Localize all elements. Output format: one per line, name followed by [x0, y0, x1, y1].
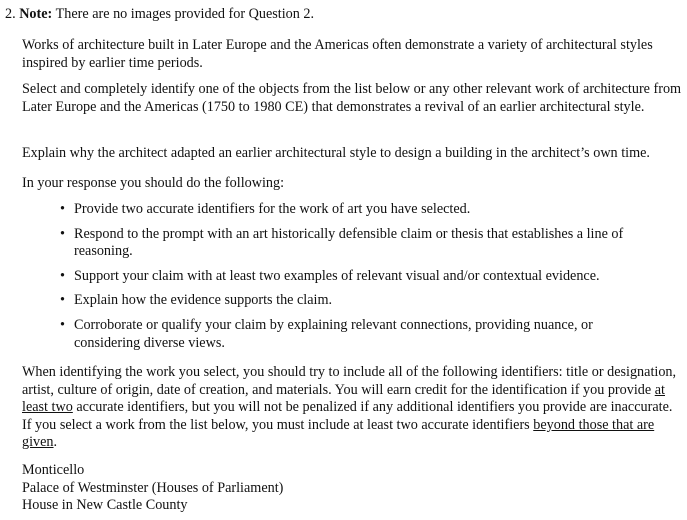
list-item-text: Explain how the evidence supports the claim.: [74, 292, 333, 309]
explain-paragraph: Explain why the architect adapted an earlier architectural style to design a building in the architect’s own time.: [22, 145, 650, 161]
list-item: [60, 292, 660, 310]
requirements-list: [60, 201, 660, 352]
bullet-icon: •: [60, 316, 65, 333]
identifiers-text-3: .: [53, 434, 58, 451]
list-item-text: Support your claim with at least two examples of relevant visual and/or contextual evidence.: [74, 267, 600, 284]
identifiers-text-2: accurate identifiers, but you will not be penalized if any additional identifiers you provide are inaccurate. If you select a work from the list below, you must include at least two accurate identifiers: [22, 399, 673, 433]
list-item: [60, 268, 660, 286]
instructions-paragraph: In your response you should do the following:: [22, 175, 285, 191]
work-item: House in New Castle County: [22, 497, 188, 514]
list-item: [60, 201, 660, 219]
intro-paragraph: Works of architecture built in Later Europe and the Americas often demonstrate a variety of architectural styles inspired by earlier time periods.: [22, 37, 653, 71]
works-list: [22, 462, 682, 515]
question-header: [5, 6, 314, 24]
list-item-text: Respond to the prompt with an art historically defensible claim or thesis that establishes a line of reasoning.: [74, 225, 624, 260]
list-item: [60, 226, 660, 261]
bullet-icon: •: [60, 267, 65, 284]
question-number: 2.: [5, 6, 16, 22]
work-item: Monticello: [22, 462, 85, 478]
identifiers-text-1: When identifying the work you select, you should try to include all of the following identifiers: title or designation, artist, culture of origin, date of creation, and materials. You will earn credit for the identification if you provide: [22, 364, 677, 398]
list-item: [60, 317, 660, 352]
bullet-icon: •: [60, 292, 65, 309]
work-item: Palace of Westminster (Houses of Parliament): [22, 479, 284, 496]
identifiers-underline-1: at least two: [22, 381, 665, 416]
note-text: There are no images provided for Question 2.: [55, 6, 315, 22]
selection-paragraph: Select and completely identify one of the objects from the list below or any other relevant work of architecture from Later Europe and the Americas (1750 to 1980 CE) that demonstrates a revival of an earlier architectural style.: [22, 81, 682, 115]
note-label: Note:: [19, 6, 53, 22]
identifiers-underline-2: beyond those that are given: [22, 416, 655, 451]
list-item-text: Corroborate or qualify your claim by explaining relevant connections, providing nuance, or considering diverse views.: [74, 316, 593, 351]
bullet-icon: •: [60, 225, 65, 242]
identifiers-paragraph: [22, 364, 682, 452]
bullet-icon: •: [60, 201, 65, 217]
list-item-text: Provide two accurate identifiers for the work of art you have selected.: [74, 201, 471, 217]
